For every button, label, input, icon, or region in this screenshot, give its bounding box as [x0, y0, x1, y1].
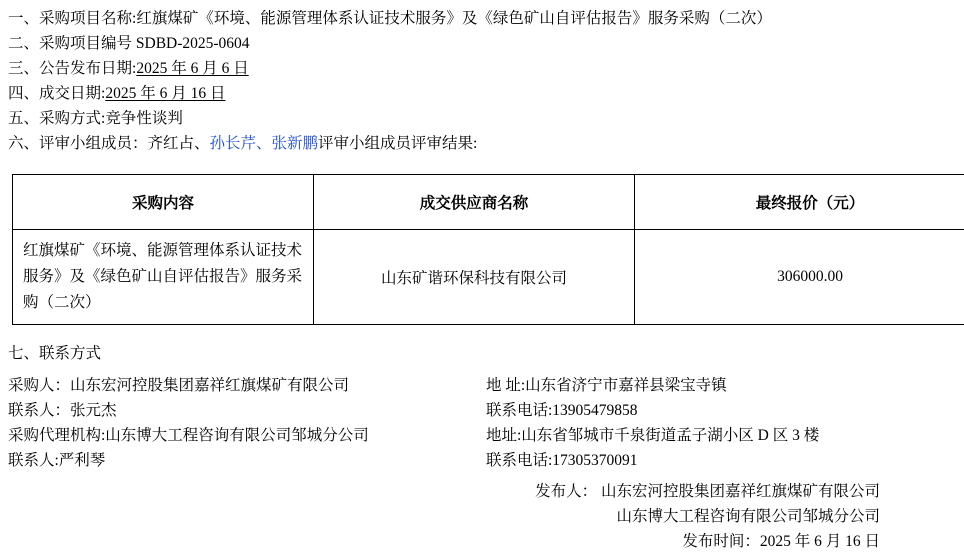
review-members-suffix: 评审小组成员评审结果: [318, 135, 477, 152]
publisher-line-2: 山东博大工程咨询有限公司邹城分公司 [8, 504, 880, 529]
table-header-content: 采购内容 [13, 175, 314, 230]
announce-date-value: 2025 年 6 月 6 日 [136, 60, 248, 77]
publish-time: 发布时间：2025 年 6 月 16 日 [8, 529, 880, 554]
award-date-line [8, 81, 948, 106]
contact-agency-address: 地址:山东省邹城市千泉街道孟子湖小区 D 区 3 楼 [486, 423, 819, 448]
review-members-line [8, 131, 948, 156]
award-table [12, 174, 964, 325]
award-date-value: 2025 年 6 月 16 日 [105, 85, 225, 102]
table-header-price: 最终报价（元） [635, 175, 964, 230]
contact-row [8, 373, 948, 398]
contact-purchaser: 采购人：山东宏河控股集团嘉祥红旗煤矿有限公司 [8, 373, 486, 398]
table-header-supplier: 成交供应商名称 [314, 175, 635, 230]
project-number-label: 二、采购项目编号 [8, 35, 132, 52]
contact-row [8, 398, 948, 423]
contact-agency: 采购代理机构:山东博大工程咨询有限公司邹城分公司 [8, 423, 486, 448]
review-member-first: 齐红占、 [148, 135, 210, 152]
award-date-label: 四、成交日期: [8, 85, 105, 102]
procurement-method-value: 竞争性谈判 [105, 110, 183, 127]
table-header-row [13, 175, 964, 230]
contact-row [8, 448, 948, 473]
contact-purchaser-person: 联系人：张元杰 [8, 398, 486, 423]
contact-purchaser-address: 地 址:山东省济宁市嘉祥县梁宝寺镇 [486, 373, 727, 398]
contact-section-title: 七、联系方式 [8, 341, 948, 367]
review-members-label: 六、评审小组成员： [8, 135, 148, 152]
announce-date-line [8, 56, 948, 81]
table-row [13, 230, 964, 325]
contact-row [8, 423, 948, 448]
contact-purchaser-phone: 联系电话:13905479858 [486, 398, 638, 423]
signature-block [8, 479, 948, 554]
announce-date-label: 三、公告发布日期: [8, 60, 136, 77]
review-member-others: 孙长芹、张新鹏 [210, 135, 319, 152]
project-number-value: SDBD-2025-0604 [136, 35, 250, 52]
cell-price: 306000.00 [635, 230, 964, 325]
procurement-method-label: 五、采购方式: [8, 110, 105, 127]
contact-agency-person: 联系人:严利琴 [8, 448, 486, 473]
contact-block [8, 373, 948, 473]
publisher-line-1: 发布人： 山东宏河控股集团嘉祥红旗煤矿有限公司 [8, 479, 880, 504]
cell-supplier: 山东矿谐环保科技有限公司 [314, 230, 635, 325]
cell-content: 红旗煤矿《环境、能源管理体系认证技术服务》及《绿色矿山自评估报告》服务采购（二次） [13, 230, 314, 325]
project-name-value: 红旗煤矿《环境、能源管理体系认证技术服务》及《绿色矿山自评估报告》服务采购（二次） [136, 10, 772, 27]
contact-agency-phone: 联系电话:17305370091 [486, 448, 638, 473]
project-name-line [8, 6, 948, 31]
project-name-label: 一、采购项目名称: [8, 10, 136, 27]
procurement-method-line [8, 106, 948, 131]
project-number-line [8, 31, 948, 56]
